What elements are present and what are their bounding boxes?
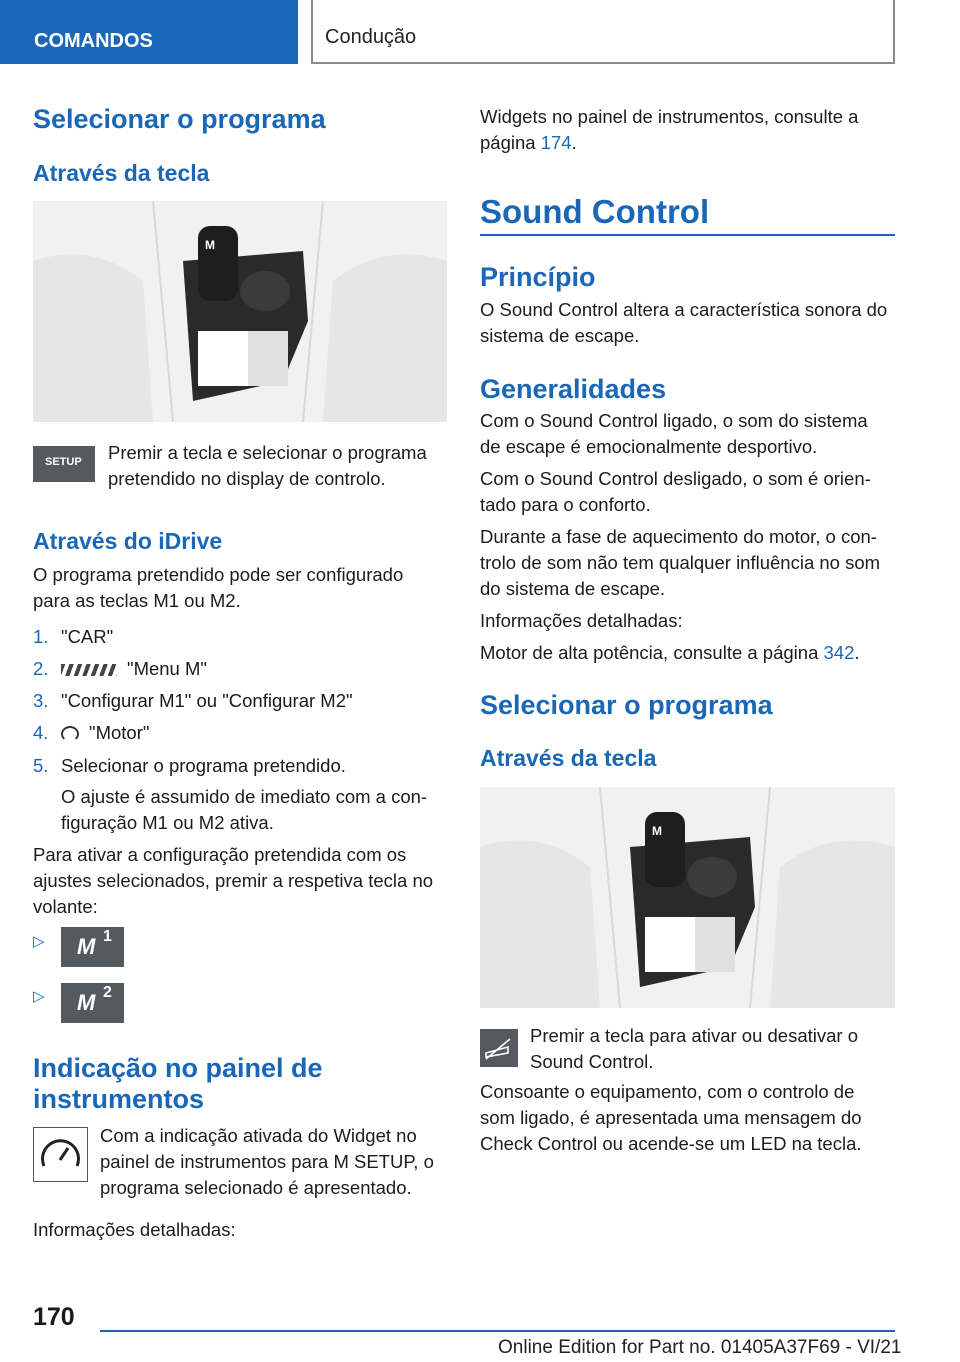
equipment-line-1: Consoante o equipamento, com o controlo de — [480, 1081, 855, 1102]
widgets-paragraph — [480, 104, 858, 156]
activate-line-1: Para ativar a configuração pretendida com os — [33, 844, 407, 865]
principle-paragraph — [480, 297, 887, 349]
setup-description-line-1: Premir a tecla e selecionar o programa — [108, 442, 427, 463]
sound-control-key-icon — [480, 1029, 518, 1067]
step-5 — [33, 753, 346, 779]
step-text: Selecionar o programa pretendido. — [61, 755, 346, 776]
step-text: "CAR" — [61, 626, 114, 647]
step-number: 3. — [33, 690, 49, 711]
activate-line-2: ajustes selecionados, premir a respetiva tecla no — [33, 870, 434, 891]
chapter-tab — [0, 0, 298, 64]
general-line-7: do sistema de escape. — [480, 578, 666, 599]
heading-line-2: instrumentos — [33, 1084, 205, 1114]
sound-control-key-description — [530, 1023, 858, 1075]
indication-line-2: painel de instrumentos para M SETUP, o — [100, 1151, 434, 1172]
general-line-3: Com o Sound Control desligado, o som é orien‐ — [480, 468, 871, 489]
m2-button-icon — [61, 983, 124, 1023]
heading-instrument-indication — [33, 1053, 323, 1115]
idrive-line-1: O programa pretendido pode ser configurado — [33, 564, 404, 585]
equipment-line-3: Check Control ou acende-se um LED na tecla. — [480, 1133, 862, 1154]
widgets-line-2 — [480, 130, 858, 156]
m1-superscript: 1 — [103, 928, 112, 945]
m-stripes-icon — [61, 664, 117, 676]
step-text: "Menu M" — [127, 658, 207, 679]
gauge-icon — [33, 1127, 88, 1182]
step-3 — [33, 688, 353, 714]
heading-via-button: Através da tecla — [33, 160, 210, 186]
gauge-icon-graphic — [34, 1128, 87, 1181]
heading-general: Generalidades — [480, 374, 667, 404]
heading-sound-control: Sound Control — [480, 193, 710, 230]
console-illustration-right — [480, 787, 895, 1008]
setup-key-icon — [33, 446, 95, 482]
general-line-8: Informações detalhadas: — [480, 610, 683, 631]
activate-line-3: volante: — [33, 896, 98, 917]
step-number: 2. — [33, 658, 49, 679]
high-power-text-end: . — [854, 642, 860, 663]
m1-letter: M — [77, 934, 96, 959]
widgets-text: página — [480, 132, 541, 153]
widgets-text-end: . — [571, 132, 577, 153]
heading-underline — [480, 234, 895, 236]
page-link-342[interactable]: 342 — [823, 642, 855, 663]
page-number: 170 — [33, 1303, 75, 1331]
svg-text:M: M — [205, 238, 215, 252]
footer-rule — [100, 1330, 895, 1332]
m2-superscript: 2 — [103, 984, 112, 1001]
step-text: "Configurar M1" ou "Configurar M2" — [61, 690, 353, 711]
console-illustration — [33, 201, 447, 422]
idrive-line-2: para as teclas M1 ou M2. — [33, 590, 241, 611]
m1-button-icon — [61, 927, 124, 967]
activate-paragraph — [33, 842, 433, 920]
heading-principle: Princípio — [480, 262, 596, 292]
setup-key-label: SETUP — [45, 456, 82, 468]
general-line-5: Durante a fase de aquecimento do motor, o con‐ — [480, 526, 877, 547]
svg-text:M: M — [652, 824, 662, 838]
page-link-174[interactable]: 174 — [540, 132, 572, 153]
step-number: 5. — [33, 755, 49, 776]
indication-line-1: Com a indicação ativada do Widget no — [100, 1125, 417, 1146]
step-number: 1. — [33, 626, 49, 647]
bullet-marker: ▷ — [33, 933, 45, 950]
equipment-paragraph — [480, 1079, 862, 1157]
chapter-label: COMANDOS — [34, 30, 153, 52]
general-line-2: de escape é emocionalmente desportivo. — [480, 436, 818, 457]
heading-via-idrive: Através do iDrive — [33, 528, 223, 554]
step-1 — [33, 624, 113, 650]
heading-via-button-right: Através da tecla — [480, 745, 657, 771]
heading-select-program-right: Selecionar o programa — [480, 690, 773, 720]
bullet-marker: ▷ — [33, 988, 45, 1005]
m2-letter: M — [77, 990, 96, 1015]
setup-description — [108, 440, 427, 492]
heading-select-program: Selecionar o programa — [33, 104, 326, 134]
heading-line-1: Indicação no painel de — [33, 1053, 323, 1083]
step-2 — [33, 656, 207, 682]
equipment-line-2: som ligado, é apresentada uma mensagem do — [480, 1107, 862, 1128]
center-console-image-right — [480, 787, 895, 1008]
step-number: 4. — [33, 722, 49, 743]
details-left: Informações detalhadas: — [33, 1219, 236, 1240]
general-line-1: Com o Sound Control ligado, o som do sistema — [480, 410, 868, 431]
step-5-note — [61, 784, 427, 836]
general-line-9 — [480, 640, 880, 666]
sc-line-1: Premir a tecla para ativar ou desativar o — [530, 1025, 859, 1046]
general-line-6: trolo de som não tem qualquer influência no som — [480, 552, 881, 573]
engine-gauge-icon — [61, 726, 79, 742]
step-4 — [33, 720, 149, 746]
idrive-paragraph — [33, 562, 403, 614]
indication-paragraph — [100, 1123, 434, 1201]
indication-line-3: programa selecionado é apresentado. — [100, 1177, 412, 1198]
step-5-note-line-2: figuração M1 ou M2 ativa. — [61, 812, 274, 833]
widgets-line-1: Widgets no painel de instrumentos, consulte a — [480, 106, 859, 127]
general-paragraph — [480, 408, 880, 666]
footer-edition: Online Edition for Part no. 01405A37F69 - VI/21 — [498, 1337, 902, 1358]
center-console-image — [33, 201, 447, 422]
setup-description-line-2: pretendido no display de controlo. — [108, 468, 386, 489]
step-text: "Motor" — [89, 722, 150, 743]
step-5-note-line-1: O ajuste é assumido de imediato com a con‐ — [61, 786, 428, 807]
sc-line-2: Sound Control. — [530, 1051, 654, 1072]
section-title: Condução — [325, 26, 417, 48]
principle-line-1: O Sound Control altera a característica sonora do — [480, 299, 888, 320]
principle-line-2: sistema de escape. — [480, 325, 640, 346]
exhaust-icon — [480, 1029, 518, 1067]
high-power-text: Motor de alta potência, consulte a página — [480, 642, 824, 663]
general-line-4: tado para o conforto. — [480, 494, 651, 515]
